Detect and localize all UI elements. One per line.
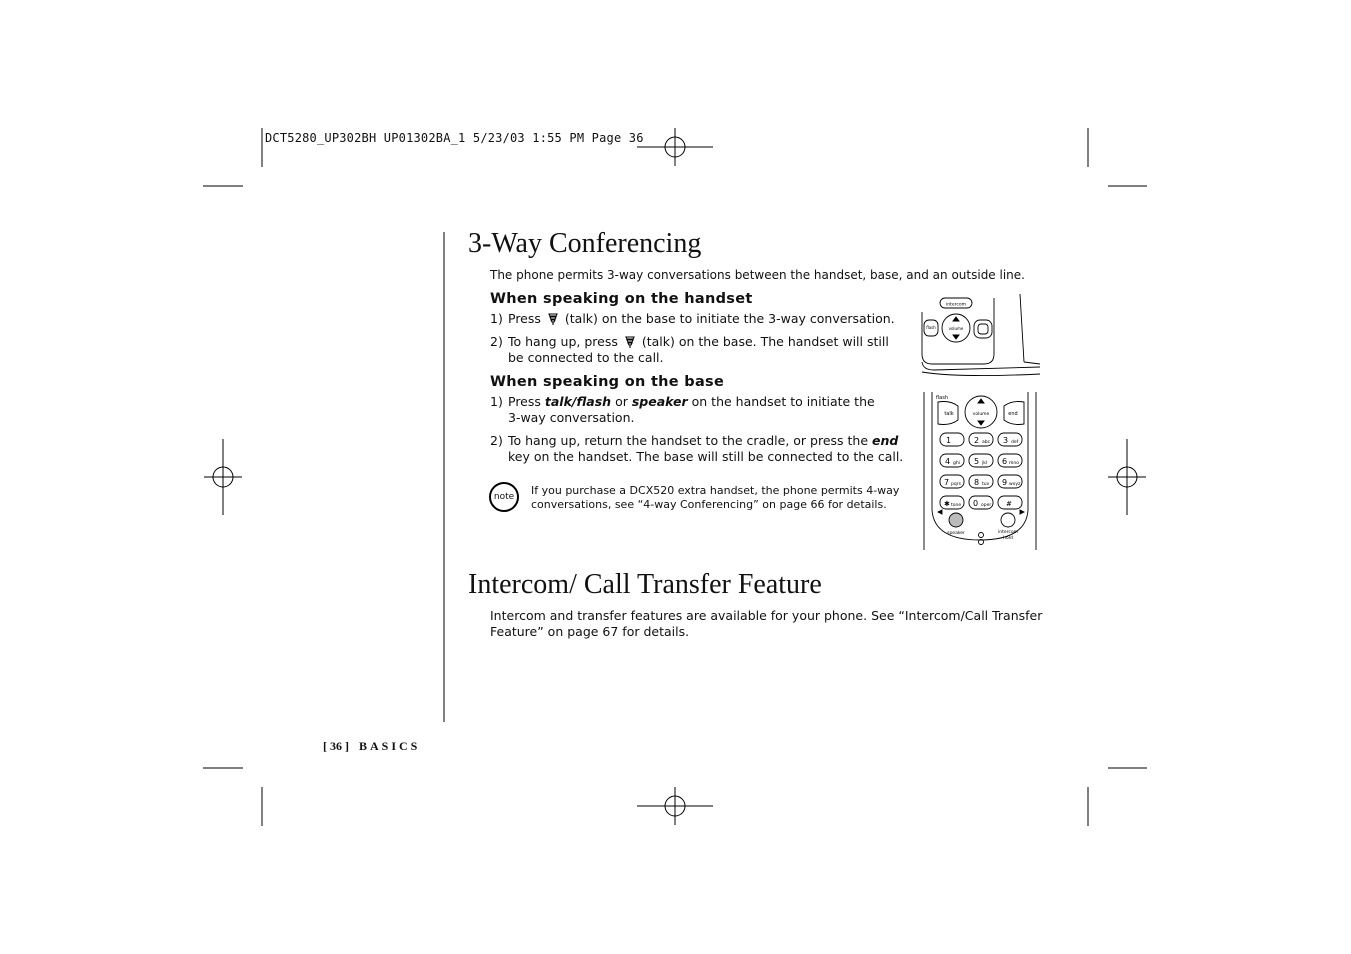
key-digit: 1 [946,436,952,445]
key-letters: jkl [982,461,988,466]
handset-illustration [920,390,1042,552]
section-title-3way: 3-Way Conferencing [468,228,702,259]
step-number: 1) [490,311,503,326]
key-digit: 9 [1002,478,1008,487]
step-text: be connected to the call. [508,350,664,365]
intercom-line: Feature” on page 67 for details. [490,624,690,639]
key-letters: mno [1009,461,1019,466]
step-text: 3-way conversation. [508,410,635,425]
key-digit: 8 [974,478,980,487]
step-text: on the handset to initiate the [691,394,875,409]
step-number: 1) [490,394,503,409]
section-title-intercom: Intercom/ Call Transfer Feature [468,569,822,600]
key-letters: ghi [953,461,960,466]
step-number: 2) [490,334,503,349]
step-text: key on the handset. The base will still be connected to the call. [508,449,904,464]
key-letters: abc [982,440,991,445]
key-digit: 7 [944,478,950,487]
key-speaker: speaker [631,394,688,409]
key-talk-flash: talk/flash [544,394,612,409]
step-text: (talk) on the base. The handset will still [641,334,889,349]
handset-label-speaker: speaker [947,531,965,536]
key-end: end [872,433,899,448]
note-line: If you purchase a DCX520 extra handset, the phone permits 4-way [531,484,900,497]
note-badge [489,482,519,512]
section-name: BASICS [359,739,421,753]
talk-icon [547,313,559,325]
handset-label-intercom: intercom [998,530,1018,535]
key-digit: 4 [945,457,951,466]
intercom-text [490,608,1042,640]
step-text: Press [508,394,541,409]
intercom-line: Intercom and transfer features are available for your phone. See “Intercom/Call Transfer [490,608,1043,623]
intro-text: The phone permits 3-way conversations between the handset, base, and an outside line. [490,268,1025,282]
handset-label-hold: hold [1003,536,1013,541]
key-letters: tone [951,503,962,508]
page-footer [323,739,420,754]
step-text: To hang up, press [508,334,618,349]
key-digit: 2 [974,436,980,445]
key-digit: ✱ [944,500,950,508]
base-label-intercom: intercom [946,302,966,308]
key-digit: 3 [1003,436,1009,445]
key-letters: oper [981,503,992,508]
subheading-handset: When speaking on the handset [490,291,753,307]
base-label-flash: flash [926,325,936,330]
subheading-base: When speaking on the base [490,374,725,390]
step-text: Press [508,311,541,326]
handset-label-end: end [1008,411,1018,417]
base-unit-illustration [920,292,1042,380]
note-line: conversations, see “4-way Conferencing” on page 66 for details. [531,498,887,511]
handset-label-volume: volume [972,412,990,417]
note-text [531,484,899,512]
step-text: To hang up, return the handset to the cradle, or press the [508,433,869,448]
key-letters: tuv [982,482,990,487]
talk-icon [624,336,636,348]
step-text: (talk) on the base to initiate the 3-way conversation. [564,311,895,326]
key-digit: 5 [974,457,980,466]
page-number: [ 36 ] [323,739,349,753]
key-digit: 6 [1002,457,1008,466]
key-letters: def [1011,440,1019,445]
key-letters: pqrs [951,482,961,487]
handset-label-talk: talk [944,411,954,417]
step-text: or [615,394,628,409]
base-label-volume: volume [948,326,964,331]
note-badge-label: note [493,492,515,502]
key-digit: 0 [973,499,979,508]
key-letters: wxyz [1009,482,1021,487]
step-number: 2) [490,433,503,448]
key-digit: # [1006,500,1012,508]
print-slug: DCT5280_UP302BH UP01302BA_1 5/23/03 1:55 PM Page 36 [265,131,644,145]
handset-label-flash: flash [936,395,948,401]
